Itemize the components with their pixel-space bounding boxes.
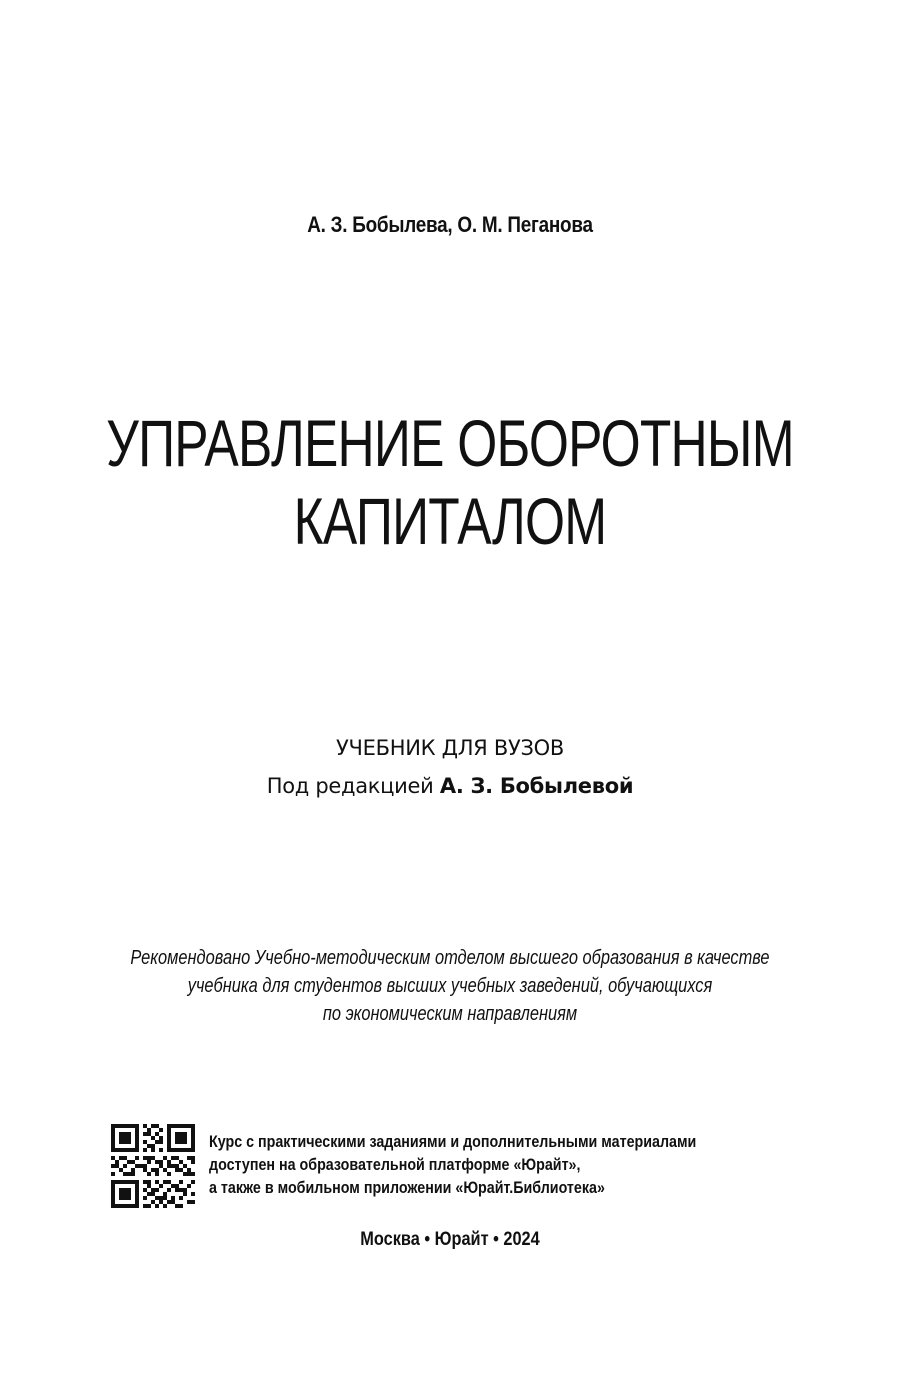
editor-line (0, 774, 900, 798)
book-title-line-1: УПРАВЛЕНИЕ ОБОРОТНЫМ (106, 406, 794, 480)
editor-prefix: Под редакцией (266, 774, 434, 798)
course-note-line-2: доступен на образовательной платформе «Юрайт», (209, 1155, 581, 1174)
qr-code-icon[interactable] (111, 1124, 195, 1208)
recommendation-line-1: Рекомендовано Учебно-методическим отделом высшего образования в качестве (130, 947, 770, 969)
book-title-line-2: КАПИТАЛОМ (293, 484, 607, 558)
editor-name: А. З. Бобылевой (439, 774, 634, 798)
recommendation-line-3: по экономическим направлениям (322, 1003, 578, 1025)
book-type: УЧЕБНИК ДЛЯ ВУЗОВ (336, 736, 564, 760)
book-title (99, 404, 801, 560)
recommendation-line-2: учебника для студентов высших учебных заведений, обучающихся (187, 975, 713, 997)
imprint: Москва • Юрайт • 2024 (360, 1229, 540, 1250)
course-note (209, 1130, 730, 1199)
authors: А. З. Бобылева, О. М. Пеганова (307, 212, 593, 237)
course-note-line-1: Курс с практическими заданиями и дополнительными материалами (209, 1132, 697, 1151)
recommendation-note (81, 944, 819, 1028)
course-note-line-3: а также в мобильном приложении «Юрайт.Библиотека» (209, 1178, 605, 1197)
